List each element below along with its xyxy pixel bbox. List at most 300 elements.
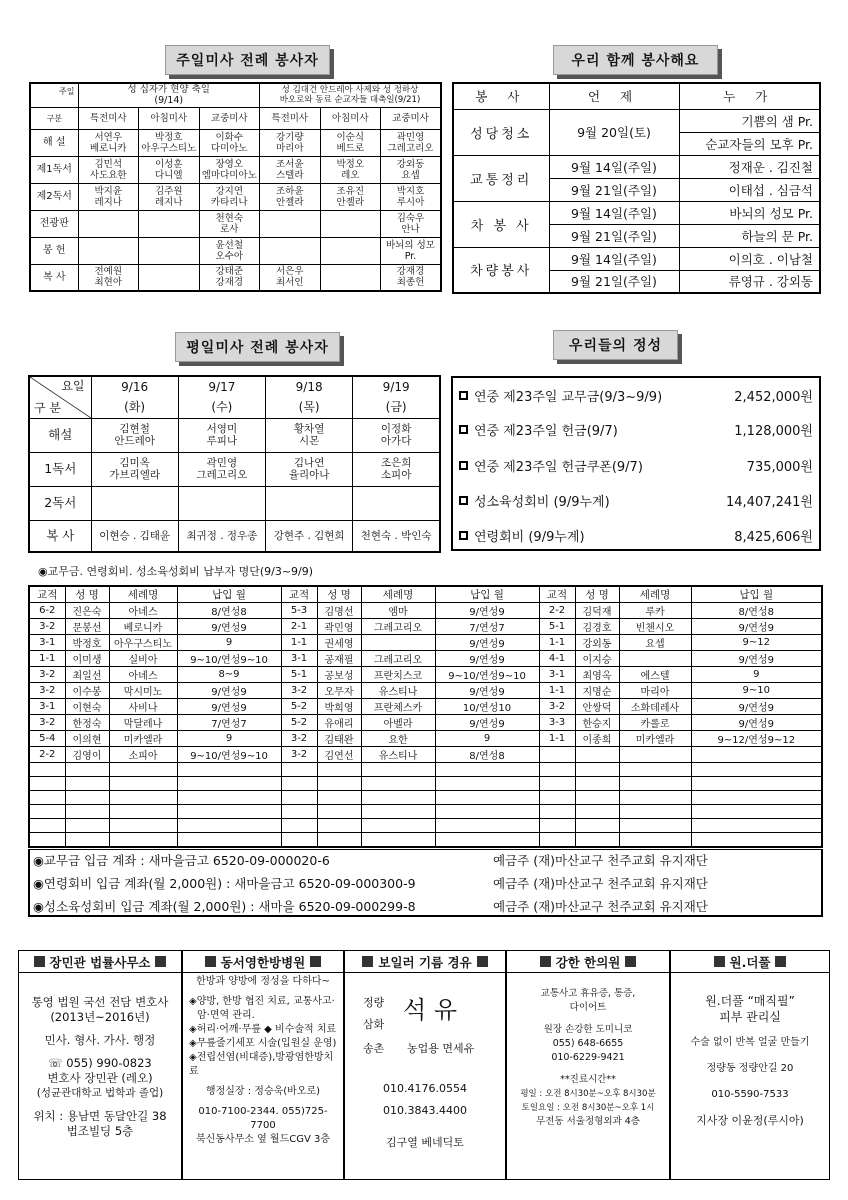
feast1: 성 십자가 현양 축일 (9/14) [78,83,260,107]
minister-cell [78,237,139,264]
dues-row [29,791,822,805]
dues-cell: 요한 [361,731,435,747]
dues-cell: 3-2 [29,715,65,731]
dues-cell: 9/연성9 [691,699,822,715]
offering-row: 연중 제23주일 교무금(9/3~9/9) 2,452,000원 [459,386,813,405]
dues-cell: 3-1 [539,667,575,683]
ad-skin: 원.더풀 원.더풀 “매직필” 피부 관리실 수술 없이 반복 얼굴 만들기 정량동 정량안길 20 010-5590-7533 지사장 이윤정(루시아) [670,950,830,1180]
dues-cell [539,819,575,833]
together-row [453,247,820,270]
dues-cell [65,833,109,847]
dues-header: 납입 월 [177,586,281,603]
dues-cell [29,777,65,791]
dues-cell [575,819,619,833]
dues-cell: 8/연성8 [691,603,822,619]
dues-cell: 3-2 [281,731,317,747]
corner-cell: 주일 [30,83,78,107]
row-label: 제1독서 [30,156,78,183]
minister-cell: 천현숙 . 박인숙 [353,520,440,552]
dues-cell: 9 [177,731,281,747]
dues-cell [177,833,281,847]
sunday-table [29,82,442,292]
dues-row [29,683,822,699]
dues-cell [281,791,317,805]
dues-cell: 빈첸시오 [619,619,691,635]
dues-cell: 9/연성9 [177,683,281,699]
team-header: 누 가 [679,83,820,109]
dues-cell [29,763,65,777]
dues-cell [109,805,177,819]
dues-cell: 한승지 [575,715,619,731]
minister-cell: 강현주 . 김현희 [266,520,353,552]
dues-cell: 엠마 [361,603,435,619]
account-holder: 예금주 (재)마산교구 천주교회 유지재단 [493,853,708,868]
duty-who: 류영규 . 강외동 [679,270,820,293]
dues-cell: 이지승 [575,651,619,667]
minister-cell: 장영오 엠마다미아노 [199,156,260,183]
dues-row [29,635,822,651]
duty-group: 교통정리 [453,155,549,201]
minister-cell: 윤선철 오수아 [199,237,260,264]
minister-cell: 황차열 시몬 [266,418,353,452]
dues-cell [65,777,109,791]
dues-cell: 3-2 [29,683,65,699]
minister-cell: 바뇌의 성모 Pr. [381,237,442,264]
minister-cell: 조유진 안젤라 [320,183,381,210]
dues-header: 납입 월 [435,586,539,603]
dues-cell: 9~12/연성9~12 [691,731,822,747]
dues-cell: 9/연성9 [435,651,539,667]
dues-cell: 에스텔 [619,667,691,683]
dues-cell [691,805,822,819]
dues-header: 세례명 [361,586,435,603]
dues-cell: 4-1 [539,651,575,667]
minister-cell [178,486,265,520]
minister-cell: 이정화 아가다 [353,418,440,452]
dues-cell: 9 [177,635,281,651]
sunday-row [30,237,441,264]
dues-cell: 진은숙 [65,603,109,619]
minister-cell: 강기량 마리아 [260,129,321,156]
dues-row [29,667,822,683]
sunday-row [30,210,441,237]
mass-header: 특전미사 [260,107,321,129]
dues-row [29,699,822,715]
dues-cell: 공보성 [317,667,361,683]
dues-cell: 아녜스 [109,603,177,619]
dues-cell [691,791,822,805]
dues-cell: 김덕재 [575,603,619,619]
dues-cell [691,763,822,777]
dues-cell [435,777,539,791]
together-row [453,155,820,178]
minister-cell: 조은희 소피아 [353,452,440,486]
dues-cell: 8~9 [177,667,281,683]
dues-cell: 9/연성9 [435,715,539,731]
minister-cell [320,264,381,291]
duty-who: 기쁨의 샘 Pr. [679,109,820,132]
dues-cell [361,763,435,777]
dues-cell: 최영옥 [575,667,619,683]
dues-cell: 소피아 [109,747,177,763]
dues-cell: 미카엘라 [619,731,691,747]
dues-cell [109,833,177,847]
dues-cell: 3-1 [29,699,65,715]
minister-cell: 김나연 율리아나 [266,452,353,486]
dues-cell [109,763,177,777]
dues-header: 세례명 [109,586,177,603]
dues-cell: 1-1 [539,635,575,651]
dues-cell [435,819,539,833]
dues-cell: 안쌍덕 [575,699,619,715]
duty-when: 9월 14일(주일) [549,247,679,270]
dues-cell: 2-1 [281,619,317,635]
dues-cell [361,635,435,651]
corner-bottom: 구분 [30,107,78,129]
minister-cell [91,486,178,520]
dues-cell: 8/연성8 [435,747,539,763]
dues-cell [435,833,539,847]
dues-cell [281,819,317,833]
dues-cell: 박정호 [65,635,109,651]
dues-cell: 이미생 [65,651,109,667]
dues-cell [317,805,361,819]
dues-cell [619,833,691,847]
dues-cell [539,763,575,777]
dues-cell: 마리아 [619,683,691,699]
dues-cell: 3-2 [29,667,65,683]
minister-cell: 조서윤 스텔라 [260,156,321,183]
sunday-banner: 주일미사 전례 봉사자 [165,45,330,75]
dues-cell: 공재필 [317,651,361,667]
account-row: ◉교무금 입금 계좌 : 새마을금고 6520-09-000020-6 [33,853,330,868]
dues-cell: 9~10/연성9~10 [177,651,281,667]
dues-cell: 아우구스티노 [109,635,177,651]
dues-cell: 한정숙 [65,715,109,731]
minister-cell: 김미옥 가브리엘라 [91,452,178,486]
minister-cell [139,210,200,237]
dues-cell [691,747,822,763]
dues-cell: 1-1 [539,731,575,747]
dues-cell [691,833,822,847]
minister-cell: 서은우 최서인 [260,264,321,291]
dues-cell [361,819,435,833]
account-row: ◉연령회비 입금 계좌(월 2,000원) : 새마을금고 6520-09-000300-9 [33,876,416,891]
offering-row: 성소육성회비 (9/9누계) 14,407,241원 [459,491,813,510]
offering-banner: 우리들의 정성 [553,330,678,360]
dues-cell [691,819,822,833]
dues-cell: 베로니카 [109,619,177,635]
ad-clinic: 강한 한의원 교통사고 휴유증, 통증, 다이어트 원장 손강한 도미니코 055) 648-6655 010-6229-9421 **진료시간** 평일 : 오전 8시30분~오후 8시30분 토일요일 : 오전 8시30분~오후 1시 무전동 서울정형외과 4층 [506,950,670,1180]
minister-cell: 이순식 베드로 [320,129,381,156]
minister-cell: 곽민영 그레고리오 [178,452,265,486]
dues-cell [281,763,317,777]
dues-cell [361,833,435,847]
row-label: 봉 헌 [30,237,78,264]
dues-cell [317,763,361,777]
dues-cell: 문봉선 [65,619,109,635]
minister-cell: 이성훈 다니엘 [139,156,200,183]
together-table [452,82,821,294]
duty-when: 9월 14일(주일) [549,155,679,178]
minister-cell [260,210,321,237]
minister-cell: 박지호 루시아 [381,183,442,210]
dues-row [29,731,822,747]
dues-cell: 프란치스코 [361,667,435,683]
dues-cell [177,791,281,805]
minister-cell: 전예원 최현아 [78,264,139,291]
account-holder: 예금주 (재)마산교구 천주교회 유지재단 [493,876,708,891]
dues-cell: 9/연성9 [177,699,281,715]
minister-cell: 천현숙 로사 [199,210,260,237]
dues-row [29,651,822,667]
dues-cell: 9~12 [691,635,822,651]
dues-cell: 오무자 [317,683,361,699]
minister-cell [266,486,353,520]
minister-cell: 곽민영 그레고리오 [381,129,442,156]
dues-cell [619,791,691,805]
dues-cell [435,791,539,805]
dues-header: 교적 [281,586,317,603]
dues-cell: 5-1 [539,619,575,635]
dues-cell: 10/연성10 [435,699,539,715]
dues-cell [177,819,281,833]
row-label: 1독서 [29,452,91,486]
dues-row [29,833,822,847]
dues-cell [317,833,361,847]
feast2: 성 김대건 안드레아 사제와 성 정하상 바오로와 동료 순교자들 대축일(9/21) [260,83,442,107]
dues-cell [575,805,619,819]
dues-cell: 9~10/연성9~10 [177,747,281,763]
duty-when: 9월 21일(주일) [549,224,679,247]
dues-cell [65,819,109,833]
dues-cell: 실비아 [109,651,177,667]
dues-cell: 3-2 [29,619,65,635]
dues-cell: 김태완 [317,731,361,747]
dues-cell: 8/연성8 [177,603,281,619]
row-label: 전광판 [30,210,78,237]
dues-cell [281,805,317,819]
duty-group: 차 봉 사 [453,201,549,247]
dues-cell: 권세영 [317,635,361,651]
weekday-row [29,486,440,520]
dues-cell: 1-1 [281,635,317,651]
dues-cell: 프란체스카 [361,699,435,715]
minister-cell [260,237,321,264]
duty-when: 9월 14일(주일) [549,201,679,224]
dues-cell: 9/연성9 [435,683,539,699]
dues-cell: 이현숙 [65,699,109,715]
duty-who: 바뇌의 성모 Pr. [679,201,820,224]
dues-cell: 9/연성9 [177,619,281,635]
weekday-corner: 요일 구 분 [29,376,91,418]
dues-cell [109,819,177,833]
dues-cell [619,777,691,791]
dues-cell [575,747,619,763]
ad-law: 장민관 법률사무소 통영 법원 국선 전담 변호사 (2013년~2016년) 민사. 형사. 가사. 행정 ☏ 055) 990-0823 변호사 장민관 (레오) (성균관대학교 법학과 졸업) 위치 : 용남면 동달안길 38 법조빌딩 5층 [18,950,182,1180]
minister-cell: 서영미 루피나 [178,418,265,452]
minister-cell: 김주원 레지나 [139,183,200,210]
dues-cell: 9~10 [691,683,822,699]
dues-cell: 김연선 [317,747,361,763]
dues-cell [619,651,691,667]
dues-cell: 1-1 [29,651,65,667]
dues-cell [619,819,691,833]
dues-cell [575,833,619,847]
sunday-row [30,156,441,183]
dues-cell: 3-1 [281,651,317,667]
row-label: 해 설 [30,129,78,156]
dues-cell [29,791,65,805]
dues-cell: 3-1 [29,635,65,651]
duty-who: 이태섭 . 심금석 [679,178,820,201]
dues-cell: 5-2 [281,715,317,731]
minister-cell [353,486,440,520]
dues-cell [575,791,619,805]
dues-cell: 9/연성9 [435,635,539,651]
weekday-row [29,452,440,486]
dues-cell: 김경호 [575,619,619,635]
minister-cell [320,210,381,237]
weekday-row [29,520,440,552]
dues-cell: 유스티나 [361,683,435,699]
dues-cell: 소화데레사 [619,699,691,715]
day-header: 9/16 (화) [91,376,178,418]
minister-cell: 박정오 레오 [320,156,381,183]
minister-cell: 김숙우 안나 [381,210,442,237]
dues-header: 성 명 [65,586,109,603]
dues-cell [539,747,575,763]
dues-cell: 김영이 [65,747,109,763]
account-holder: 예금주 (재)마산교구 천주교회 유지재단 [493,899,708,914]
dues-cell: 그레고리오 [361,619,435,635]
mass-header: 아침미사 [320,107,381,129]
together-banner: 우리 함께 봉사해요 [553,45,718,75]
dues-cell [435,763,539,777]
dues-header: 교적 [29,586,65,603]
dues-cell [539,791,575,805]
minister-cell [139,264,200,291]
together-row [453,201,820,224]
dues-cell [109,777,177,791]
dues-cell: 5-4 [29,731,65,747]
offering-row: 연중 제23주일 헌금(9/7) 1,128,000원 [459,420,813,439]
mass-header: 교중미사 [199,107,260,129]
offering-row: 연중 제23주일 헌금쿠폰(9/7) 735,000원 [459,456,813,475]
dues-cell: 김명선 [317,603,361,619]
mass-header: 교중미사 [381,107,442,129]
offering-box [451,376,821,551]
minister-cell: 서연우 베로니카 [78,129,139,156]
dues-cell: 막시미노 [109,683,177,699]
dues-row [29,619,822,635]
minister-cell: 김민석 사도요한 [78,156,139,183]
sunday-row [30,183,441,210]
minister-cell [320,237,381,264]
dues-cell: 9/연성9 [435,603,539,619]
dues-cell [619,763,691,777]
row-label: 2독서 [29,486,91,520]
duty-who: 순교자들의 모후 Pr. [679,132,820,155]
dues-cell [575,763,619,777]
dues-row [29,747,822,763]
minister-cell: 강지연 카타리나 [199,183,260,210]
dues-cell: 9 [691,667,822,683]
dues-header: 납입 월 [691,586,822,603]
duty-when: 9월 21일(주일) [549,178,679,201]
dues-row [29,603,822,619]
dues-cell: 박희영 [317,699,361,715]
ad-oil: 보일러 기름 경유 정량 삼화 송촌 석 유 농업용 면세유 010.4176.0554 010.3843.4400 김구열 베네딕토 [344,950,506,1180]
row-label: 복 사 [29,520,91,552]
dues-cell: 강외동 [575,635,619,651]
sunday-row [30,129,441,156]
dues-cell: 유스티나 [361,747,435,763]
dues-cell [361,777,435,791]
dues-title: ◉교무금. 연령회비. 성소육성회비 납부자 명단(9/3~9/9) [38,565,314,578]
minister-cell: 박지윤 레지나 [78,183,139,210]
weekday-table [28,375,441,553]
dues-cell: 지명순 [575,683,619,699]
duty-group: 성당청소 [453,109,549,155]
dues-cell: 루카 [619,603,691,619]
team-header: 언 제 [549,83,679,109]
dues-cell [29,805,65,819]
row-label: 제2독서 [30,183,78,210]
dues-cell: 그레고리오 [361,651,435,667]
minister-cell: 김현철 안드레아 [91,418,178,452]
dues-cell [65,763,109,777]
duty-who: 정재운 . 김진철 [679,155,820,178]
dues-cell [361,805,435,819]
dues-header: 교적 [539,586,575,603]
dues-cell: 아벨라 [361,715,435,731]
dues-cell: 9/연성9 [691,715,822,731]
duty-group: 차량봉사 [453,247,549,293]
dues-cell: 3-3 [539,715,575,731]
duty-who: 하늘의 문 Pr. [679,224,820,247]
minister-cell [139,237,200,264]
dues-cell: 9/연성9 [691,619,822,635]
day-header: 9/17 (수) [178,376,265,418]
dues-cell: 3-2 [539,699,575,715]
dues-row [29,715,822,731]
day-header: 9/18 (목) [266,376,353,418]
dues-cell: 카롤로 [619,715,691,731]
dues-row [29,805,822,819]
dues-cell: 9 [435,731,539,747]
dues-header: 성 명 [317,586,361,603]
dues-cell: 아녜스 [109,667,177,683]
dues-cell: 요셉 [619,635,691,651]
minister-cell: 강재경 최종헌 [381,264,442,291]
team-header: 봉 사 [453,83,549,109]
dues-cell [281,833,317,847]
dues-cell: 이의현 [65,731,109,747]
dues-cell [177,805,281,819]
together-row [453,109,820,132]
day-header: 9/19 (금) [353,376,440,418]
minister-cell: 강태준 강재경 [199,264,260,291]
weekday-row [29,418,440,452]
dues-cell: 6-2 [29,603,65,619]
dues-cell [691,777,822,791]
dues-cell: 미카엘라 [109,731,177,747]
dues-cell [109,791,177,805]
dues-cell [29,819,65,833]
dues-cell: 5-2 [281,699,317,715]
duty-who: 이의호 . 이남철 [679,247,820,270]
